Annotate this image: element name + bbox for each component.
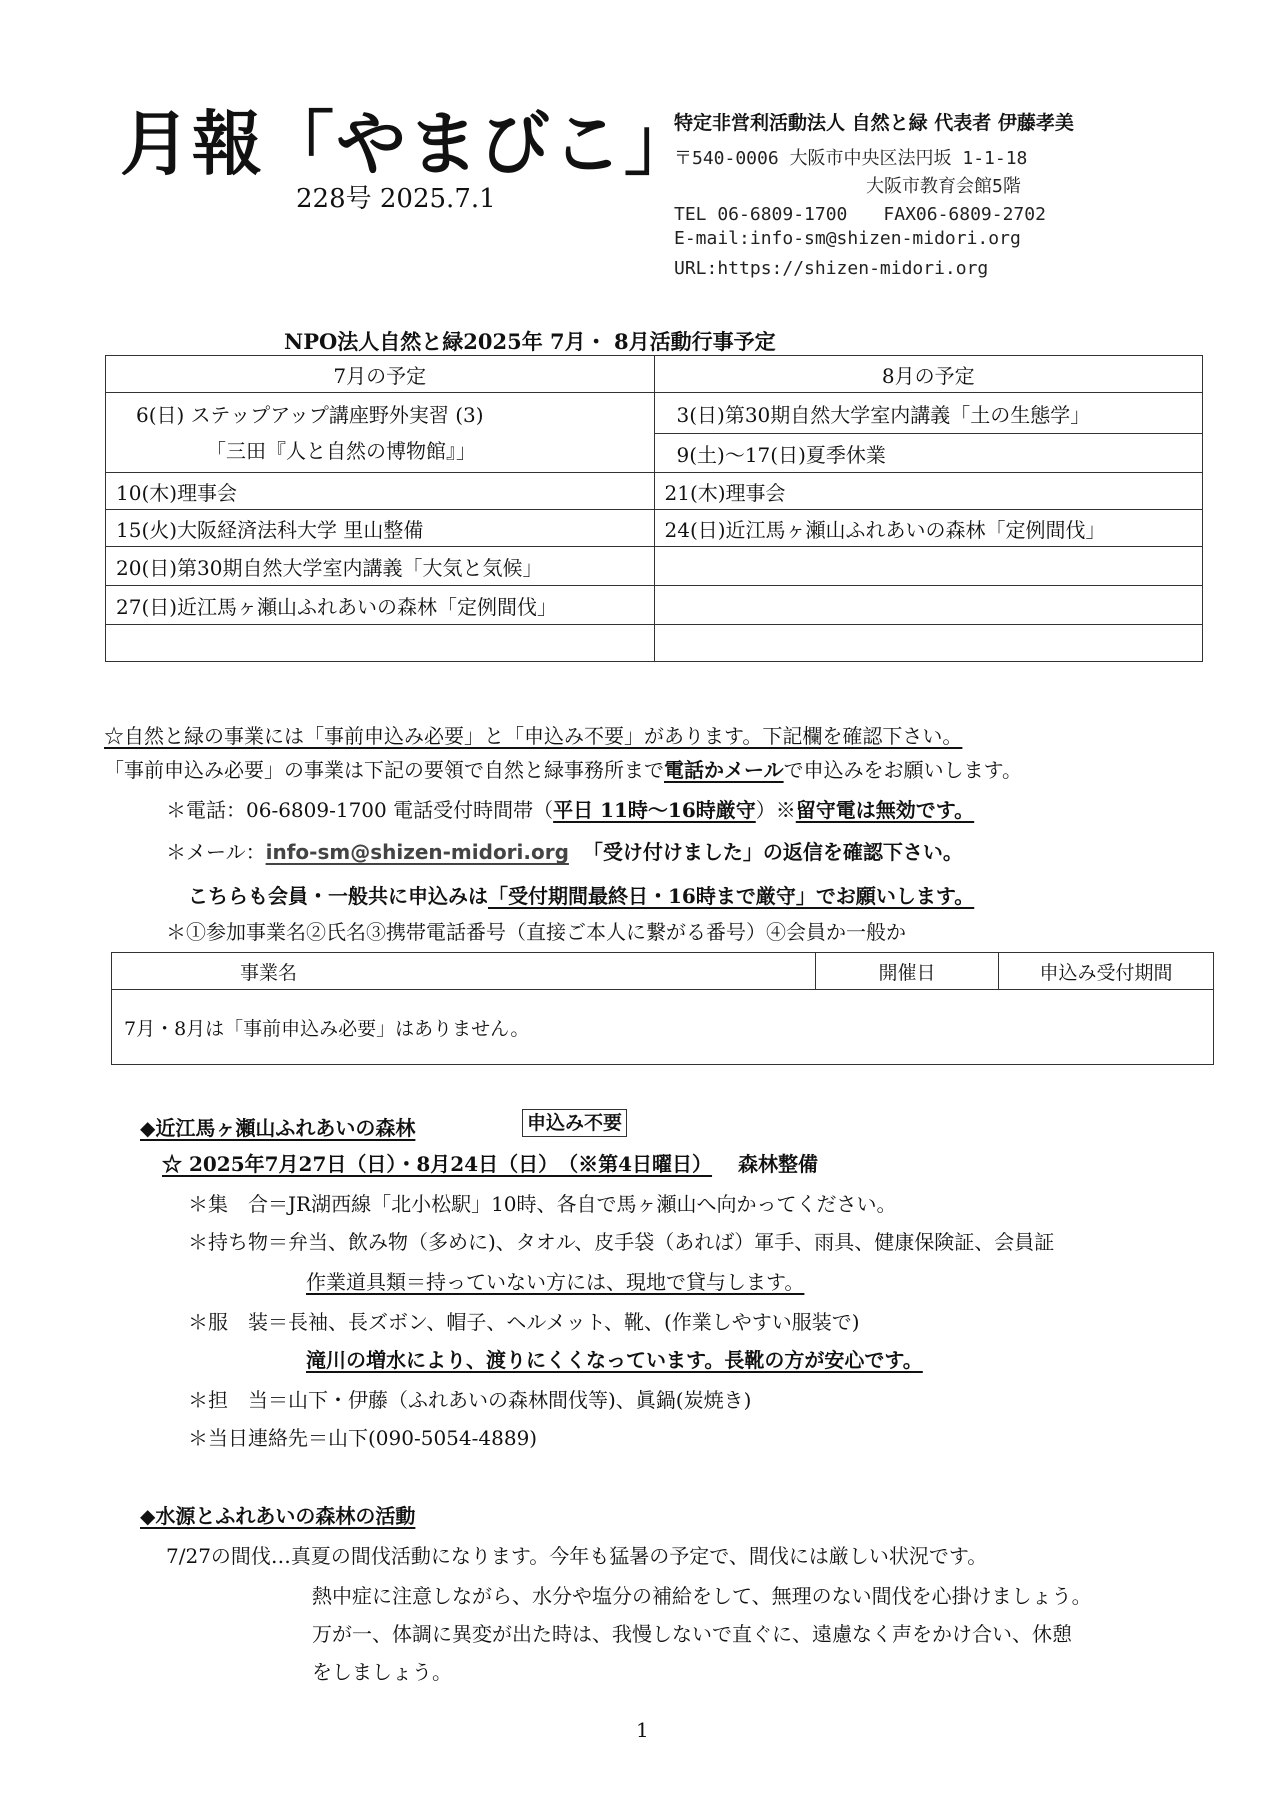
email-label: ＊メール： — [166, 840, 266, 864]
forest-contact: ＊当日連絡先＝山下(090-5054-4889) — [188, 1426, 538, 1450]
phone-text: ）※ — [755, 798, 796, 822]
phone-instruction — [166, 794, 974, 823]
issue-number: 228号 2025.7.1 — [296, 184, 496, 214]
tel-fax: TEL 06-6809-1700 FAX06-6809-2702 — [674, 204, 1046, 225]
schedule-item: 3(日)第30期自然大学室内講義「土の生態学」 — [654, 393, 1203, 434]
forest-meeting: ＊集 合＝JR湖西線「北小松駅」10時、各自で馬ヶ瀬山へ向かってください。 — [188, 1192, 897, 1216]
forest-clothing: ＊服 装＝長袖、長ズボン、帽子、ヘルメット、靴、(作業しやすい服装で) — [188, 1310, 860, 1334]
schedule-item: 6(日) ステップアップ講座野外実習 (3) — [136, 402, 484, 427]
schedule-item: 21(木)理事会 — [654, 473, 1203, 510]
email-address: E-mail:info-sm@shizen-midori.org — [674, 228, 1021, 249]
application-table — [111, 952, 1214, 1065]
schedule-item: 20(日)第30期自然大学室内講義「大気と気候」 — [106, 547, 655, 586]
notice-text: で申込みをお願いします。 — [783, 758, 1023, 782]
forest-heading: ◆近江馬ヶ瀬山ふれあいの森林 — [140, 1116, 416, 1140]
deadline-text: こちらも会員・一般共に申込みは — [188, 884, 488, 908]
schedule-empty-cell — [654, 547, 1203, 586]
postal-address: 〒540-0006 大阪市中央区法円坂 1-1-18 — [674, 148, 1028, 169]
july-header: 7月の予定 — [106, 356, 655, 393]
voicemail-warning: 留守電は無効です。 — [795, 798, 975, 822]
activity-paragraph: 万が一、体調に異変が出た時は、我慢しないで直ぐに、遠慮なく声をかけ合い、休憩 — [312, 1622, 1072, 1646]
schedule-title: NPO法人自然と緑2025年 7月・ 8月活動行事予定 — [284, 329, 776, 354]
email-confirm-text: 「受け付けました」の返信を確認下さい。 — [582, 840, 963, 864]
forest-activity: 森林整備 — [738, 1152, 819, 1176]
required-items: ＊①参加事業名②氏名③携帯電話番号（直接ご本人に繋がる番号）④会員か一般か — [166, 920, 906, 944]
app-col-date: 開催日 — [816, 953, 999, 990]
schedule-cell — [106, 393, 655, 473]
schedule-item: 10(木)理事会 — [106, 473, 655, 510]
forest-belongings: ＊持ち物＝弁当、飲み物（多めに)、タオル、皮手袋（あれば）軍手、雨具、健康保険証、会員証 — [188, 1230, 1055, 1254]
deadline-line — [188, 880, 974, 909]
schedule-item: 27(日)近江馬ヶ瀬山ふれあいの森林「定例間伐」 — [106, 586, 655, 625]
schedule-item: 24(日)近江馬ヶ瀬山ふれあいの森林「定例間伐」 — [654, 510, 1203, 547]
forest-date-line — [162, 1148, 818, 1177]
website-url: URL:https://shizen-midori.org — [674, 258, 989, 279]
app-row-note: 7月・8月は「事前申込み必要」はありません。 — [112, 990, 1214, 1065]
forest-warning: 滝川の増水により、渡りにくくなっています。長靴の方が安心です。 — [306, 1348, 923, 1372]
august-header: 8月の予定 — [654, 356, 1203, 393]
newsletter-title: 月報「やまびこ」 — [120, 103, 696, 185]
activity-heading: ◆水源とふれあいの森林の活動 — [140, 1504, 416, 1528]
forest-tools: 作業道具類＝持っていない方には、現地で貸与します。 — [306, 1270, 805, 1294]
notice-line: ☆自然と緑の事業には「事前申込み必要」と「申込み不要」があります。下記欄を確認下さい。 — [104, 724, 963, 748]
schedule-empty-cell — [106, 625, 655, 662]
page-number: 1 — [636, 1718, 649, 1742]
app-col-name: 事業名 — [112, 953, 816, 990]
forest-staff: ＊担 当＝山下・伊藤（ふれあいの森林間伐等)、眞鍋(炭焼き) — [188, 1388, 752, 1412]
badge-text: 申込み不要 — [522, 1109, 627, 1137]
notice-line — [104, 754, 1022, 783]
deadline-emphasis: 「受付期間最終日・16時まで厳守」でお願いします。 — [488, 884, 975, 908]
phone-hours: 平日 11時〜16時厳守 — [553, 798, 756, 822]
notice-text: 「事前申込み必要」の事業は下記の要領で自然と緑事務所まで — [104, 758, 664, 782]
forest-dates: ☆ 2025年7月27日（日）・8月24日（日） （※第4日曜日） — [162, 1152, 713, 1176]
activity-paragraph: をしましょう。 — [312, 1660, 452, 1684]
schedule-item: 「三田『人と自然の博物館』」 — [206, 438, 476, 463]
schedule-item: 15(火)大阪経済法科大学 里山整備 — [106, 510, 655, 547]
schedule-empty-cell — [654, 625, 1203, 662]
schedule-table — [105, 355, 1203, 662]
no-application-badge — [522, 1108, 627, 1135]
email-link[interactable]: info-sm@shizen-midori.org — [265, 840, 569, 864]
notice-emphasis: 電話かメール — [664, 758, 784, 782]
app-col-period: 申込み受付期間 — [999, 953, 1214, 990]
schedule-item: 9(土)〜17(日)夏季休業 — [654, 434, 1203, 473]
email-instruction — [166, 836, 963, 865]
schedule-empty-cell — [654, 586, 1203, 625]
phone-text: ＊電話：06-6809-1700 電話受付時間帯（ — [166, 798, 554, 822]
building-address: 大阪市教育会館5階 — [866, 176, 1021, 197]
activity-paragraph: 7/27の間伐…真夏の間伐活動になります。今年も猛暑の予定で、間伐には厳しい状況です。 — [166, 1544, 988, 1568]
organization-name: 特定非営利活動法人 自然と緑 代表者 伊藤孝美 — [674, 112, 1074, 134]
activity-paragraph: 熱中症に注意しながら、水分や塩分の補給をして、無理のない間伐を心掛けましょう。 — [312, 1584, 1092, 1608]
